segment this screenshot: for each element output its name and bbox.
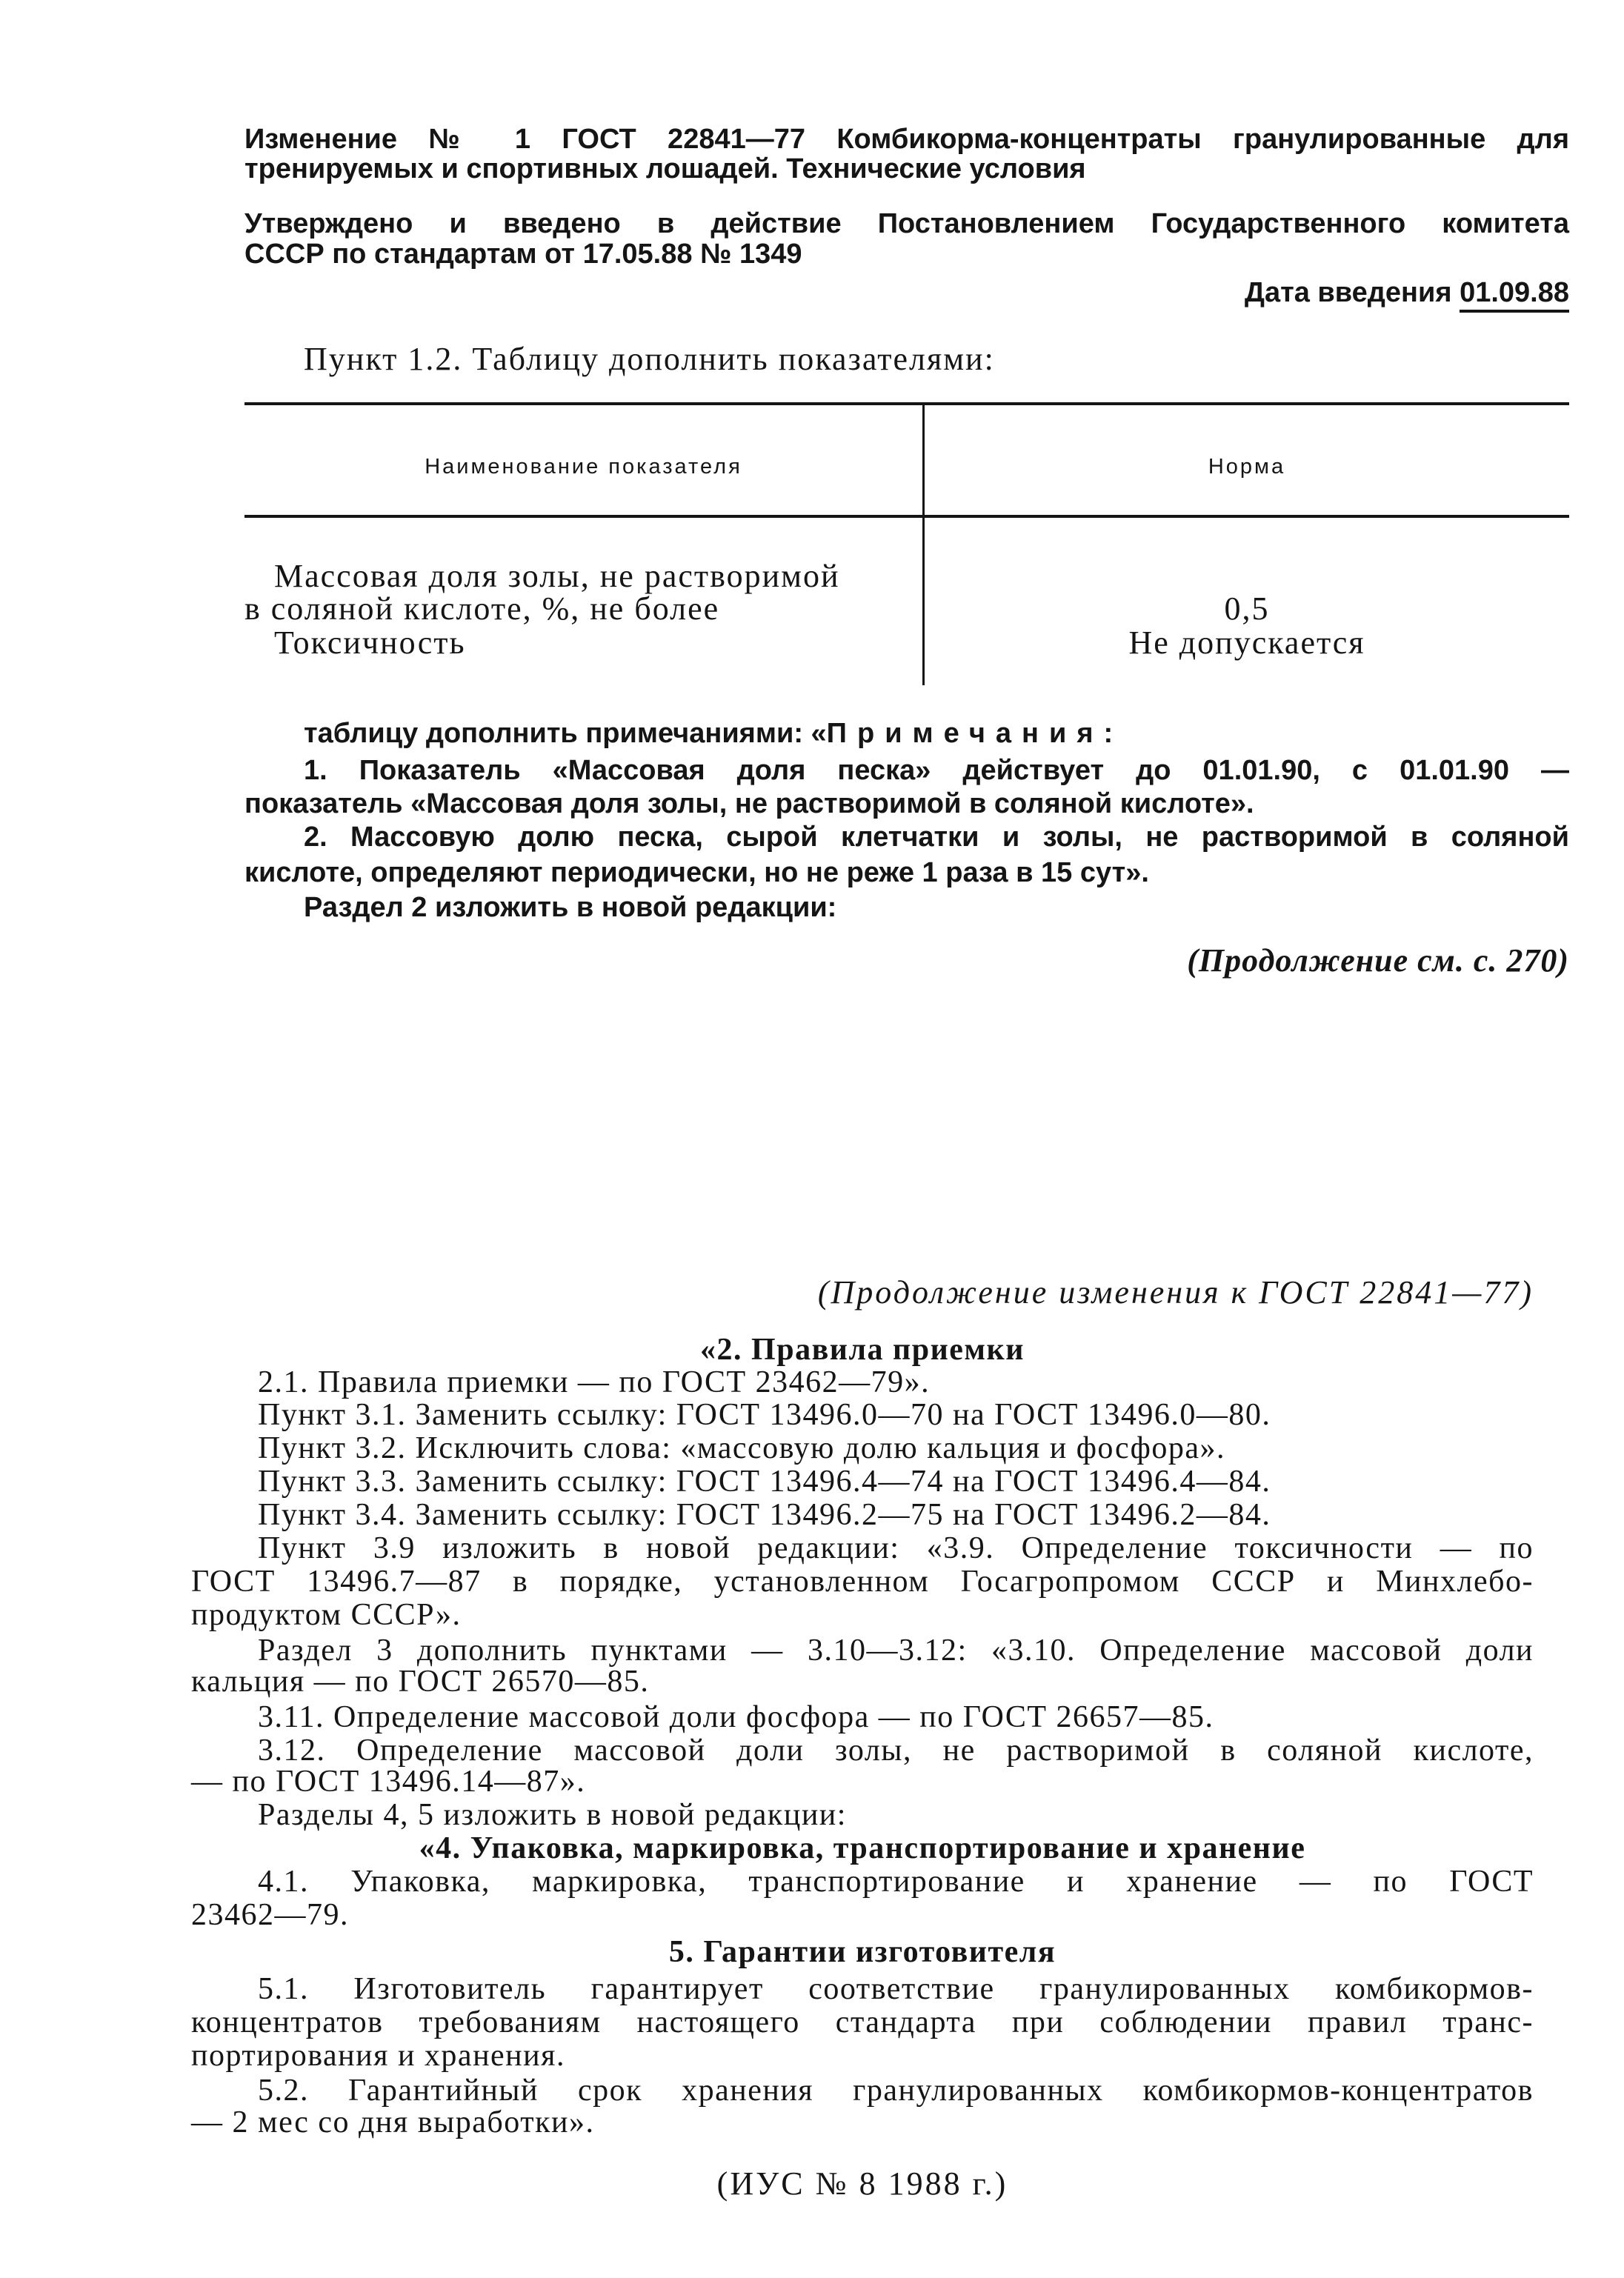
- body-line: Пункт 3.4. Заменить ссылку: ГОСТ 13496.2—75 на ГОСТ 13496.2—84.: [258, 1498, 1271, 1532]
- body-line: 5.2. Гарантийный срок хранения гранулированных комбикормов-концентратов: [258, 2074, 1534, 2108]
- amendment-title-line: тренируемых и спортивных лошадей. Технические условия: [244, 153, 1086, 184]
- norm-value: 0,5: [1224, 590, 1270, 627]
- indicator-name-line: Токсичность: [274, 625, 466, 661]
- footer-reference: (ИУС № 8 1988 г.): [716, 2165, 1008, 2202]
- note-line: 2. Массовую долю песка, сырой клетчатки и золы, не растворимой в соляной: [304, 822, 1569, 853]
- table-intro: Пункт 1.2. Таблицу дополнить показателями:: [304, 341, 995, 377]
- effective-date: [1245, 275, 1569, 310]
- body-line: концентратов требованиям настоящего стандарта при соблюдении правил транс-: [191, 2005, 1534, 2039]
- body-line: 3.12. Определение массовой доли золы, не растворимой в соляной кислоте,: [258, 1734, 1534, 1768]
- body-line: продуктом СССР».: [191, 1598, 462, 1632]
- body-line: Раздел 3 дополнить пунктами — 3.10—3.12: «3.10. Определение массовой доли: [258, 1633, 1534, 1668]
- indicator-name-line: Массовая доля золы, не растворимой: [274, 558, 840, 594]
- body-line: — 2 мес со дня выработки».: [191, 2105, 595, 2139]
- body-line: 3.11. Определение массовой доли фосфора — по ГОСТ 26657—85.: [258, 1700, 1214, 1734]
- table-header-norm: Норма: [1208, 455, 1286, 479]
- notes-intro-text: таблицу дополнить примечаниями: «: [304, 718, 827, 749]
- body-line: Пункт 3.9 изложить в новой редакции: «3.9. Определение токсичности — по: [258, 1531, 1534, 1565]
- effective-date-label: Дата введения: [1244, 277, 1452, 308]
- table-header-rule: [244, 515, 1569, 518]
- body-line: кальция — по ГОСТ 26570—85.: [191, 1665, 650, 1699]
- amendment-title-line: Изменение № 1 ГОСТ 22841—77 Комбикорма-концентраты гранулированные для: [244, 124, 1569, 155]
- continued-reference: (Продолжение см. с. 270): [1187, 942, 1569, 979]
- note-line: Раздел 2 изложить в новой редакции:: [304, 892, 837, 923]
- notes-intro-spaced-word: Примечания: [826, 718, 1104, 749]
- continuation-title: (Продолжение изменения к ГОСТ 22841—77): [817, 1274, 1534, 1310]
- body-line: — по ГОСТ 13496.14—87».: [191, 1765, 586, 1799]
- body-line: 4.1. Упаковка, маркировка, транспортирование и хранение — по ГОСТ: [258, 1865, 1534, 1899]
- indicator-name-line: в соляной кислоте, %, не более: [244, 590, 720, 627]
- body-line: 23462—79.: [191, 1898, 349, 1932]
- notes-intro: [304, 716, 1113, 751]
- body-line: Пункт 3.3. Заменить ссылку: ГОСТ 13496.4—74 на ГОСТ 13496.4—84.: [258, 1465, 1271, 1499]
- table-top-rule: [244, 402, 1569, 405]
- body-line: ГОСТ 13496.7—87 в порядке, установленном Госагропромом СССР и Минхлебо-: [191, 1565, 1534, 1599]
- body-line: Разделы 4, 5 изложить в новой редакции:: [258, 1798, 847, 1832]
- section-heading: 5. Гарантии изготовителя: [668, 1935, 1056, 1969]
- body-line: 5.1. Изготовитель гарантирует соответствие гранулированных комбикормов-: [258, 1972, 1534, 2006]
- body-line: Пункт 3.1. Заменить ссылку: ГОСТ 13496.0—70 на ГОСТ 13496.0—80.: [258, 1398, 1271, 1432]
- approval-line: Утверждено и введено в действие Постановлением Государственного комитета: [244, 208, 1569, 239]
- approval-line: СССР по стандартам от 17.05.88 № 1349: [244, 239, 802, 270]
- note-line: 1. Показатель «Массовая доля песка» действует до 01.01.90, с 01.01.90 —: [304, 755, 1569, 786]
- norm-value: Не допускается: [1128, 625, 1365, 661]
- section-heading: «4. Упаковка, маркировка, транспортирование и хранение: [419, 1831, 1306, 1865]
- body-line: портирования и хранения.: [191, 2039, 565, 2073]
- note-line: кислоте, определяют периодически, но не реже 1 раза в 15 сут».: [244, 857, 1149, 888]
- effective-date-value: 01.09.88: [1460, 277, 1569, 313]
- body-line: 2.1. Правила приемки — по ГОСТ 23462—79».: [258, 1365, 931, 1399]
- table-header-indicator: Наименование показателя: [425, 455, 742, 479]
- notes-intro-colon: :: [1103, 718, 1114, 749]
- note-line: показатель «Массовая доля золы, не растворимой в соляной кислоте».: [244, 788, 1254, 819]
- body-line: Пункт 3.2. Исключить слова: «массовую долю кальция и фосфора».: [258, 1431, 1225, 1465]
- section-heading: «2. Правила приемки: [700, 1333, 1025, 1367]
